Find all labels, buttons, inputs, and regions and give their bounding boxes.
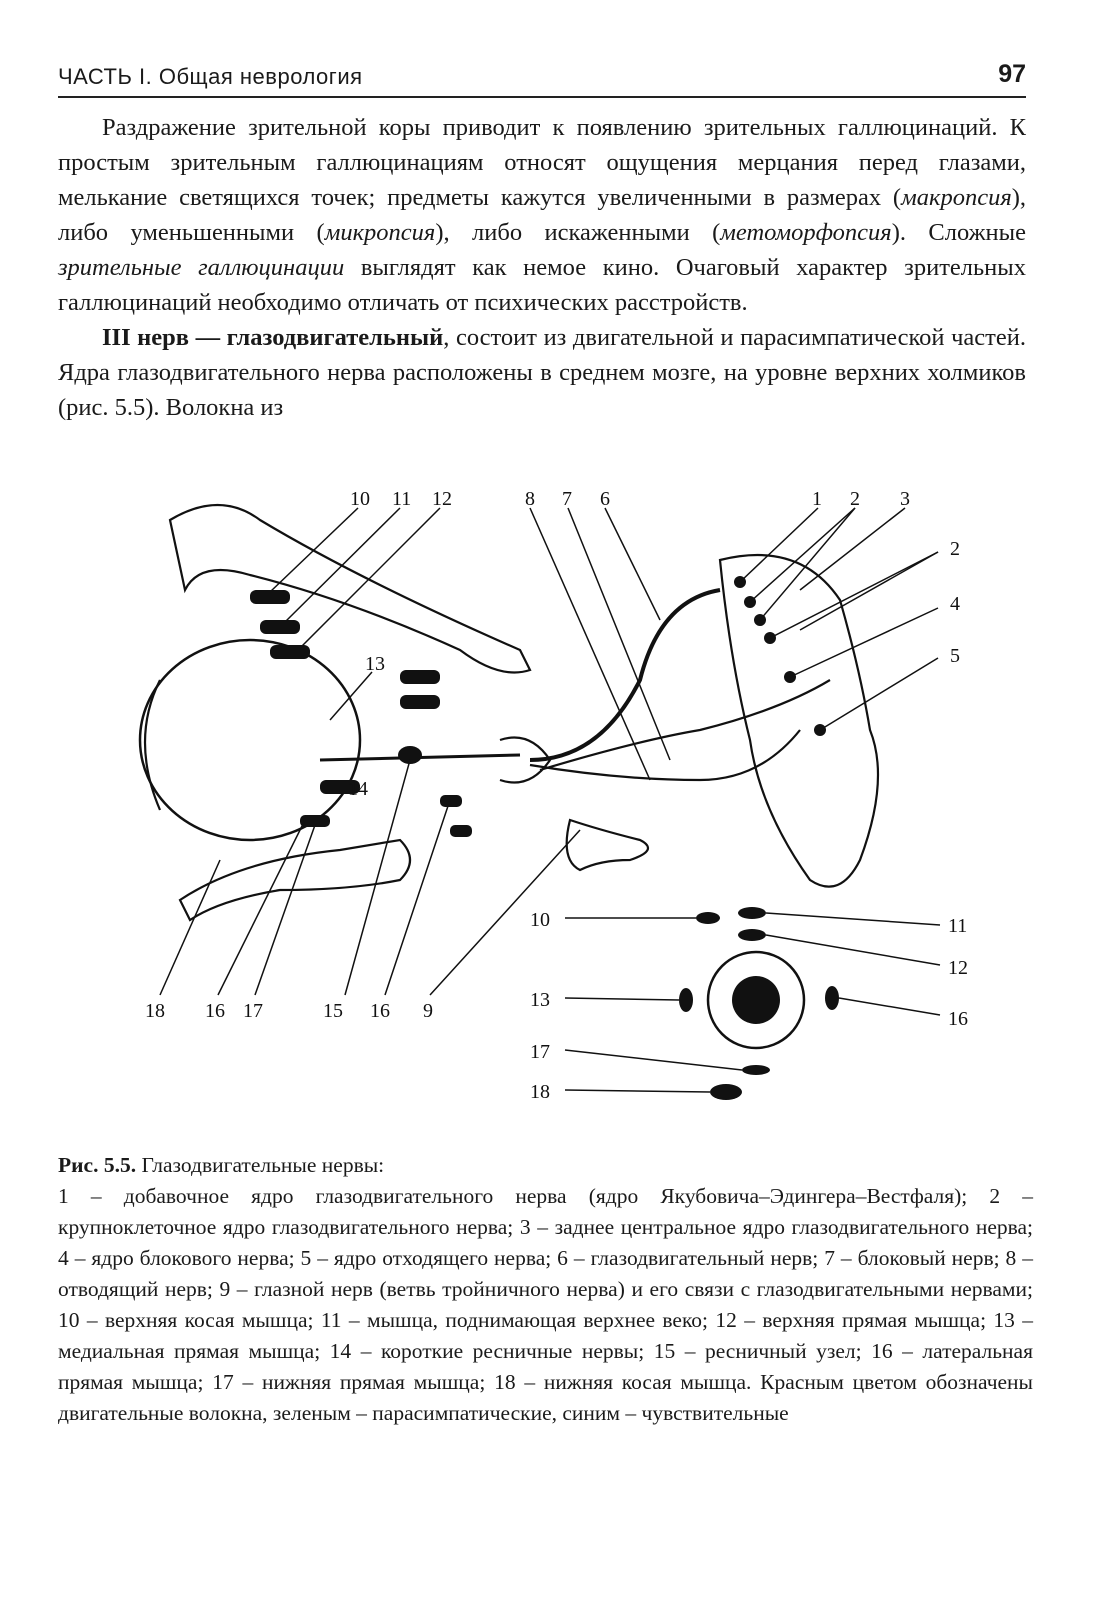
caption-label: Рис. 5.5.	[58, 1153, 137, 1177]
label-top-10: 10	[350, 488, 370, 510]
eyeball	[140, 640, 360, 840]
term-third-nerve: III нерв — глазодвигательный	[102, 324, 444, 351]
inset-label-10: 10	[530, 909, 550, 931]
muscle-inferior-oblique	[450, 825, 472, 837]
term-complex-hallucinations: зрительные галлюцинации	[58, 254, 345, 281]
caption-text: 1 – добавочное ядро глазодвигательного нерва (ядро Якубовича–Эдингера–Вестфаля); 2 – крупноклеточное ядро глазодвигательного нерва; 3 – заднее центральное ядро глазодвигательного нерва; 4 – ядро блокового нерва; 5 – ядро отходящего нерва; 6 – глазодвигательный нерв; 7 – блоковый нерв; 8 – отводящий нерв; 9 – глазной нерв (ветвь тройничного нерва) и его связи с глазодвигательными нервами; 10 – верхняя косая мышца; 11 – мышца, поднимающая верхнее веко; 12 – верхняя прямая мышца; 13 – медиальная прямая мышца; 14 – короткие ресничные нервы; 15 – ресничный узел; 16 – латеральная прямая мышца; 17 – нижняя прямая мышца; 18 – нижняя косая мышца. Красным цветом обозначены двигательные волокна, зеленым – парасимпатические, синим – чувствительные	[58, 1184, 1033, 1425]
figure-oculomotor-nerves	[100, 480, 1040, 1140]
inset-label-17: 17	[530, 1041, 550, 1063]
inset-label-16: 16	[948, 1008, 968, 1030]
oculomotor-nerve	[530, 590, 720, 760]
muscle-superior-oblique	[250, 590, 290, 604]
paragraph-2: III нерв — глазодвигательный, состоит из двигательной и парасимпатической частей. Ядра глазодвигательного нерва расположены в среднем мозге, на уровне верхних холмиков (рис. 5.5). Волокна из	[58, 324, 1026, 421]
inset-pupil	[732, 976, 780, 1024]
inset-label-18: 18	[530, 1081, 550, 1103]
label-bottom-16: 16	[205, 1000, 225, 1022]
trigeminal-ganglion	[567, 820, 648, 870]
inset-muscle-13	[679, 988, 693, 1012]
inset-label-11: 11	[948, 915, 968, 937]
muscle-medial-rectus-2	[400, 695, 440, 709]
label-top-3: 3	[900, 488, 910, 510]
label-right-4: 4	[950, 593, 960, 615]
muscle-medial-rectus	[400, 670, 440, 684]
running-header	[58, 58, 1026, 98]
label-14: 14	[348, 778, 368, 800]
oculomotor-diagram	[100, 480, 1040, 1140]
label-right-2: 2	[950, 538, 960, 560]
paragraph-1: Раздражение зрительной коры приводит к появлению зрительных галлюцинаций. К простым зрительным галлюцинациям относят ощущения мерцания перед глазами, мелькание светящихся точек; предметы кажутся увеличенными в размерах (макропсия), либо уменьшенными (микропсия), либо искаженными (метоморфопсия). Сложные зрительные галлюцинации выглядят как немое кино. Очаговый характер зрительных галлюцинаций необходимо отличать от психических расстройств.	[58, 114, 1026, 316]
inset-muscle-12	[738, 929, 766, 941]
label-bottom-18: 18	[145, 1000, 165, 1022]
inset-muscle-16	[825, 986, 839, 1010]
caption-title: Глазодвигательные нервы:	[136, 1153, 385, 1177]
body-text	[58, 110, 1026, 425]
muscle-superior-rectus	[270, 645, 310, 659]
label-top-2: 2	[850, 488, 860, 510]
section-title: ЧАСТЬ I. Общая неврология	[58, 64, 363, 89]
label-top-1: 1	[812, 488, 822, 510]
inset-muscle-11	[738, 907, 766, 919]
muscle-lateral-rectus-2	[440, 795, 462, 807]
label-top-11: 11	[392, 488, 412, 510]
label-top-6: 6	[600, 488, 610, 510]
label-bottom-17: 17	[243, 1000, 263, 1022]
label-bottom-16b: 16	[370, 1000, 390, 1022]
inset-muscle-18	[710, 1084, 742, 1100]
cornea	[145, 680, 160, 810]
muscle-levator	[260, 620, 300, 634]
trochlear-nerve	[540, 680, 830, 770]
inset-label-13: 13	[530, 989, 550, 1011]
label-top-8: 8	[525, 488, 535, 510]
inset-muscle-10	[696, 912, 720, 924]
brainstem	[720, 555, 878, 887]
label-top-7: 7	[562, 488, 572, 510]
label-right-5: 5	[950, 645, 960, 667]
term-micropsia: микропсия	[324, 219, 436, 246]
page-number: 97	[998, 60, 1026, 88]
label-top-12: 12	[432, 488, 452, 510]
label-13: 13	[365, 653, 385, 675]
orbit-roof	[170, 505, 530, 673]
inset-label-12: 12	[948, 957, 968, 979]
label-bottom-9: 9	[423, 1000, 433, 1022]
term-macropsia: макропсия	[901, 184, 1012, 211]
label-bottom-15: 15	[323, 1000, 343, 1022]
inset-muscle-17	[742, 1065, 770, 1075]
term-metamorphopsia: метоморфопсия	[720, 219, 892, 246]
figure-caption	[58, 1150, 1033, 1429]
